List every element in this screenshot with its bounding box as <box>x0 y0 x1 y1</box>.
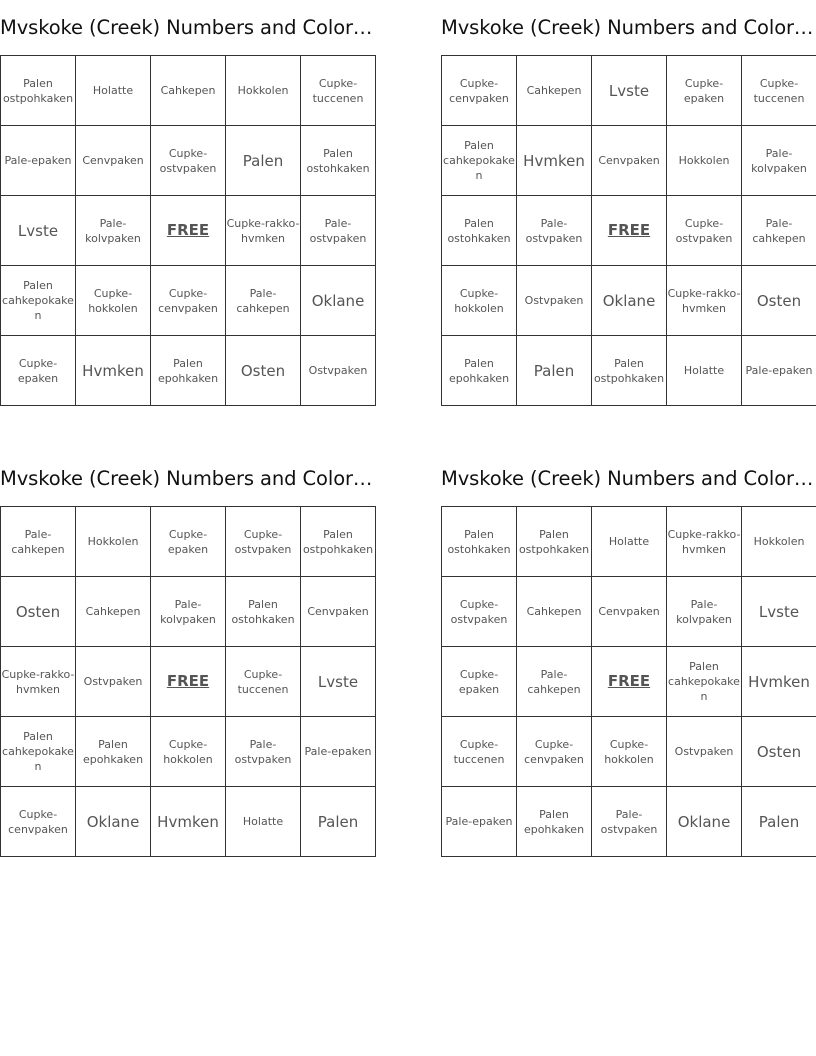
grid-cell: Palen ostohkaken <box>301 126 376 196</box>
grid-cell: Pale-kolvpaken <box>76 196 151 266</box>
grid-row <box>1 56 376 126</box>
free-space: FREE <box>151 647 226 717</box>
grid-cell: Palen <box>517 336 592 406</box>
grid-cell: Hokkolen <box>742 507 816 577</box>
grid-cell: Hvmken <box>151 787 226 857</box>
grid-row <box>1 266 376 336</box>
grid-cell: Holatte <box>76 56 151 126</box>
grid-cell: Oklane <box>76 787 151 857</box>
grid-cell: Cupke-rakko-hvmken <box>226 196 301 266</box>
grid-cell: Lvste <box>592 56 667 126</box>
grid-cell: Oklane <box>667 787 742 857</box>
grid-cell: Cupke-rakko-hvmken <box>1 647 76 717</box>
grid-cell: Palen cahkepokaken <box>442 126 517 196</box>
card-title: Mvskoke (Creek) Numbers and Color… <box>0 16 373 39</box>
grid-cell: Holatte <box>592 507 667 577</box>
grid-row <box>1 717 376 787</box>
grid-cell: Cupke-epaken <box>667 56 742 126</box>
grid-cell: Pale-kolvpaken <box>667 577 742 647</box>
grid-cell: Palen cahkepokaken <box>1 717 76 787</box>
free-space: FREE <box>592 196 667 266</box>
grid-cell: Pale-cahkepen <box>1 507 76 577</box>
grid-cell: Lvste <box>301 647 376 717</box>
grid-cell: Pale-ostvpaken <box>301 196 376 266</box>
grid-cell: Palen ostohkaken <box>442 196 517 266</box>
grid-row <box>1 126 376 196</box>
grid-cell: Palen ostohkaken <box>442 507 517 577</box>
grid-cell: Osten <box>742 717 816 787</box>
grid-cell: Pale-cahkepen <box>517 647 592 717</box>
grid-cell: Osten <box>742 266 816 336</box>
grid-cell: Cupke-cenvpaken <box>151 266 226 336</box>
grid-cell: Cupke-tuccenen <box>442 717 517 787</box>
grid-cell: Pale-ostvpaken <box>592 787 667 857</box>
grid-row <box>1 507 376 577</box>
grid-cell: Palen epohkaken <box>76 717 151 787</box>
grid-cell: Hvmken <box>742 647 816 717</box>
grid-cell: Cupke-ostvpaken <box>151 126 226 196</box>
grid-cell: Cahkepen <box>76 577 151 647</box>
grid-cell: Cupke-hokkolen <box>151 717 226 787</box>
grid-row <box>442 647 816 717</box>
grid-cell: Cupke-epaken <box>442 647 517 717</box>
grid-cell: Cenvpaken <box>592 577 667 647</box>
grid-cell: Cupke-ostvpaken <box>442 577 517 647</box>
grid-cell: Cupke-rakko-hvmken <box>667 507 742 577</box>
grid-cell: Cupke-epaken <box>1 336 76 406</box>
grid-cell: Pale-ostvpaken <box>226 717 301 787</box>
grid-cell: Cupke-tuccenen <box>226 647 301 717</box>
grid-cell: Pale-cahkepen <box>226 266 301 336</box>
grid-cell: Cupke-cenvpaken <box>517 717 592 787</box>
free-space: FREE <box>151 196 226 266</box>
grid-cell: Cupke-epaken <box>151 507 226 577</box>
grid-row <box>442 126 816 196</box>
grid-row <box>442 507 816 577</box>
bingo-grid <box>0 506 376 857</box>
grid-cell: Cupke-cenvpaken <box>442 56 517 126</box>
grid-cell: Cahkepen <box>517 577 592 647</box>
grid-cell: Ostvpaken <box>517 266 592 336</box>
card-title: Mvskoke (Creek) Numbers and Color… <box>0 467 373 490</box>
grid-cell: Palen ostpohkaken <box>592 336 667 406</box>
grid-cell: Lvste <box>742 577 816 647</box>
grid-row <box>442 266 816 336</box>
grid-row <box>1 787 376 857</box>
grid-row <box>442 717 816 787</box>
grid-cell: Osten <box>226 336 301 406</box>
free-space: FREE <box>592 647 667 717</box>
grid-cell: Palen <box>742 787 816 857</box>
grid-cell: Hokkolen <box>76 507 151 577</box>
grid-cell: Cupke-hokkolen <box>442 266 517 336</box>
grid-cell: Cupke-hokkolen <box>76 266 151 336</box>
grid-row <box>442 56 816 126</box>
grid-cell: Holatte <box>226 787 301 857</box>
grid-cell: Cahkepen <box>517 56 592 126</box>
grid-cell: Palen <box>301 787 376 857</box>
grid-cell: Palen epohkaken <box>151 336 226 406</box>
grid-cell: Pale-ostvpaken <box>517 196 592 266</box>
grid-cell: Cenvpaken <box>76 126 151 196</box>
grid-cell: Cenvpaken <box>592 126 667 196</box>
grid-cell: Cupke-ostvpaken <box>226 507 301 577</box>
grid-cell: Pale-kolvpaken <box>742 126 816 196</box>
grid-cell: Pale-cahkepen <box>742 196 816 266</box>
grid-row <box>1 577 376 647</box>
bingo-grid <box>0 55 376 406</box>
grid-cell: Cupke-cenvpaken <box>1 787 76 857</box>
grid-cell: Pale-epaken <box>301 717 376 787</box>
grid-row <box>442 196 816 266</box>
grid-row <box>442 577 816 647</box>
grid-row <box>442 336 816 406</box>
grid-cell: Hvmken <box>517 126 592 196</box>
grid-cell: Hokkolen <box>226 56 301 126</box>
grid-cell: Holatte <box>667 336 742 406</box>
grid-cell: Cupke-ostvpaken <box>667 196 742 266</box>
grid-cell: Pale-epaken <box>1 126 76 196</box>
grid-cell: Hokkolen <box>667 126 742 196</box>
grid-cell: Palen ostpohkaken <box>517 507 592 577</box>
bingo-grid <box>441 55 816 406</box>
grid-cell: Cahkepen <box>151 56 226 126</box>
grid-cell: Pale-kolvpaken <box>151 577 226 647</box>
grid-cell: Hvmken <box>76 336 151 406</box>
grid-cell: Palen <box>226 126 301 196</box>
grid-cell: Pale-epaken <box>742 336 816 406</box>
grid-row <box>442 787 816 857</box>
grid-cell: Oklane <box>301 266 376 336</box>
grid-cell: Ostvpaken <box>76 647 151 717</box>
grid-cell: Palen cahkepokaken <box>667 647 742 717</box>
grid-cell: Palen ostohkaken <box>226 577 301 647</box>
bingo-grid <box>441 506 816 857</box>
grid-cell: Oklane <box>592 266 667 336</box>
grid-cell: Lvste <box>1 196 76 266</box>
grid-cell: Cupke-rakko-hvmken <box>667 266 742 336</box>
grid-cell: Palen ostpohkaken <box>301 507 376 577</box>
grid-cell: Cenvpaken <box>301 577 376 647</box>
grid-row <box>1 647 376 717</box>
grid-cell: Palen ostpohkaken <box>1 56 76 126</box>
grid-cell: Palen cahkepokaken <box>1 266 76 336</box>
grid-cell: Osten <box>1 577 76 647</box>
grid-cell: Ostvpaken <box>667 717 742 787</box>
grid-cell: Palen epohkaken <box>517 787 592 857</box>
grid-row <box>1 196 376 266</box>
grid-cell: Pale-epaken <box>442 787 517 857</box>
grid-cell: Ostvpaken <box>301 336 376 406</box>
card-title: Mvskoke (Creek) Numbers and Color… <box>441 16 814 39</box>
grid-cell: Cupke-tuccenen <box>742 56 816 126</box>
card-title: Mvskoke (Creek) Numbers and Color… <box>441 467 814 490</box>
grid-cell: Palen epohkaken <box>442 336 517 406</box>
grid-cell: Cupke-hokkolen <box>592 717 667 787</box>
grid-row <box>1 336 376 406</box>
grid-cell: Cupke-tuccenen <box>301 56 376 126</box>
